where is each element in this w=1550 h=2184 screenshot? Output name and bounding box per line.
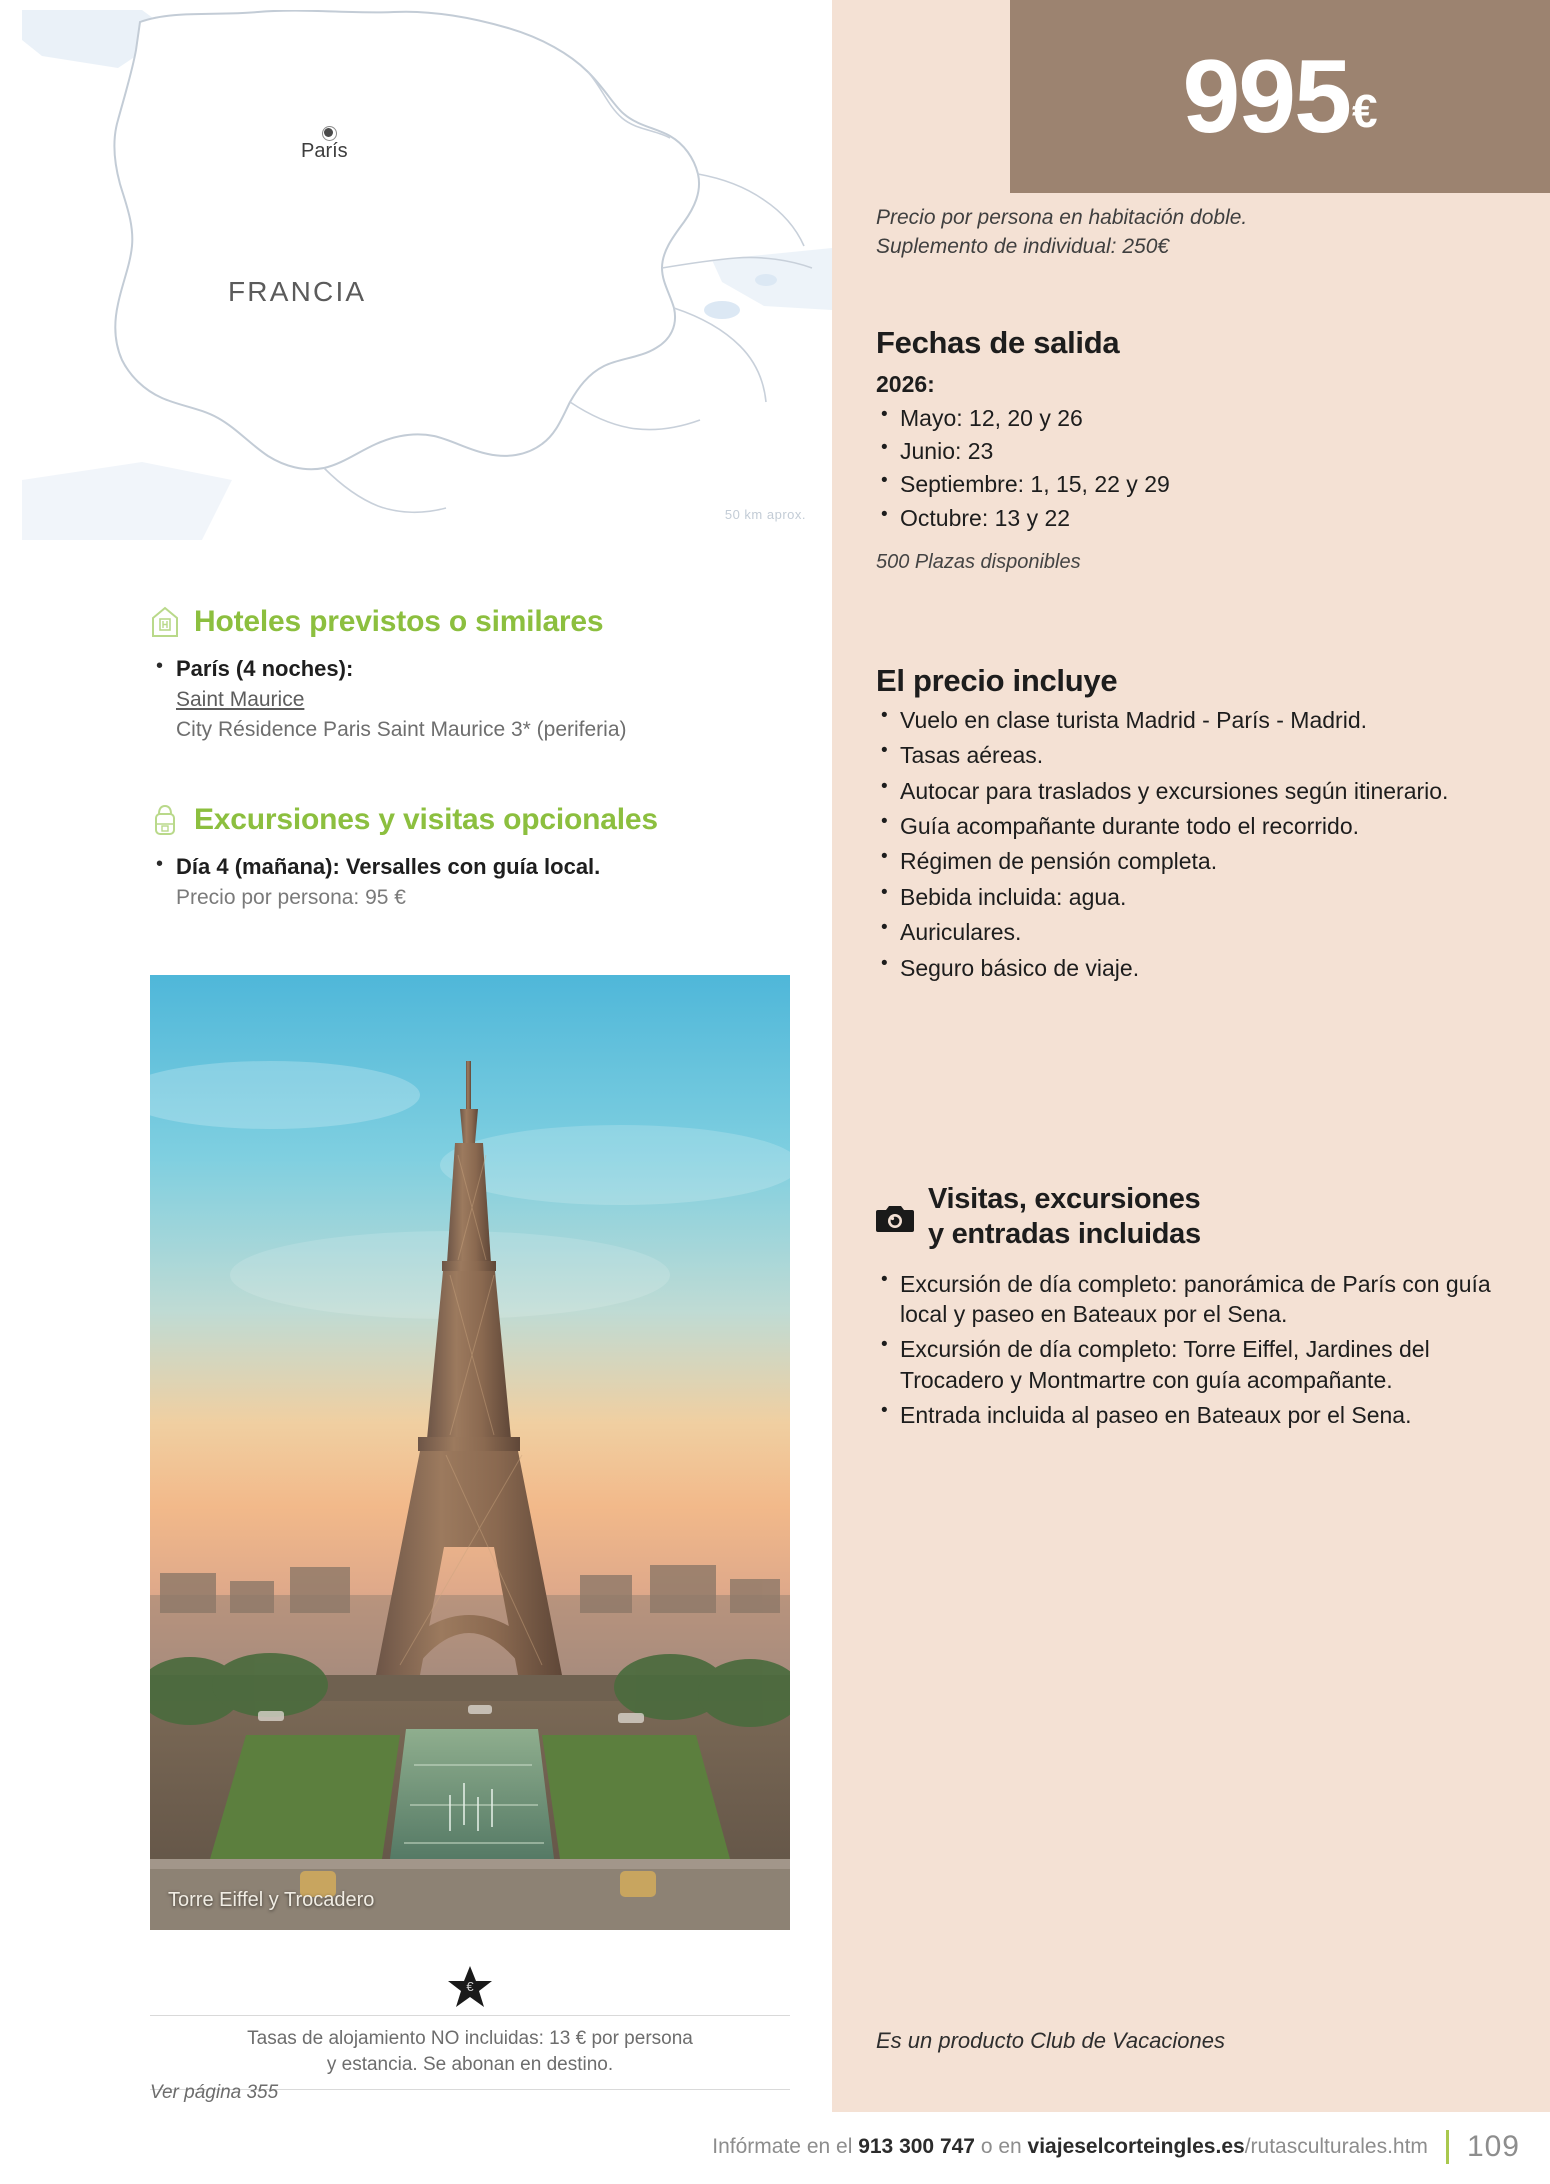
departures-list — [876, 402, 1496, 535]
hotels-heading-row — [150, 605, 790, 639]
list-item — [150, 851, 790, 913]
hotels-section — [150, 605, 790, 748]
available-seats: 500 Plazas disponibles — [876, 550, 1081, 573]
photo-caption: Torre Eiffel y Trocadero — [168, 1889, 375, 1911]
france-map — [22, 10, 832, 540]
price-banner — [1010, 0, 1550, 193]
list-item: • Autocar para traslados y excursiones según itinerario. — [876, 776, 1496, 806]
hotel-area-link[interactable]: Saint Maurice — [176, 687, 305, 711]
list-item: • Entrada incluida al paseo en Bateaux por el Sena. — [876, 1400, 1496, 1430]
footer-site[interactable]: viajeselcorteingles.es — [1027, 2135, 1245, 2158]
page-footer — [0, 2112, 1550, 2184]
footer-phone[interactable]: 913 300 747 — [858, 2135, 975, 2158]
excursions-heading-row — [150, 803, 790, 837]
tax-note-line2: y estancia. Se abonan en destino. — [326, 2053, 614, 2075]
star-euro-icon — [447, 1965, 493, 2009]
hotel-city-nights: París (4 noches): — [176, 656, 354, 681]
hotels-heading: Hoteles previstos o similares — [194, 605, 604, 638]
visits-list — [876, 1269, 1496, 1431]
footer-inner — [712, 2130, 1520, 2164]
see-page-link[interactable]: Ver página 355 — [150, 2082, 279, 2103]
right-panel — [832, 0, 1550, 2112]
map-city-label: París — [301, 140, 348, 162]
includes-heading: El precio incluye — [876, 663, 1118, 698]
hotels-list — [150, 653, 790, 746]
departures-heading: Fechas de salida — [876, 325, 1120, 360]
list-item: • Tasas aéreas. — [876, 740, 1496, 770]
departure-dates-section — [876, 325, 1496, 574]
footer-path[interactable]: /rutasculturales.htm — [1244, 2135, 1428, 2158]
map-country-label: FRANCIA — [228, 276, 367, 307]
visits-heading-row — [876, 1182, 1496, 1259]
departures-year: 2026: — [876, 371, 935, 397]
list-item: • Bebida incluida: agua. — [876, 882, 1496, 912]
eiffel-tower-photo — [150, 975, 790, 1930]
footer-prefix: Infórmate en el — [712, 2135, 859, 2158]
camera-icon — [876, 1202, 914, 1234]
visits-heading-line2: y entradas incluidas — [928, 1218, 1201, 1251]
hotel-building-icon — [150, 605, 180, 639]
includes-list — [876, 705, 1496, 983]
product-provider-line: Es un producto Club de Vacaciones — [876, 2028, 1225, 2053]
price-legal — [876, 203, 1516, 262]
price-includes-section — [876, 663, 1496, 988]
svg-text:€: € — [466, 1979, 474, 1994]
backpack-icon — [150, 803, 180, 837]
list-item: • Septiembre: 1, 15, 22 y 29 — [876, 468, 1496, 501]
price-currency: € — [1351, 84, 1378, 137]
excursions-heading: Excursiones y visitas opcionales — [194, 803, 658, 836]
footer-contact-text — [712, 2135, 1428, 2159]
visits-heading — [928, 1182, 1201, 1253]
price-legal-line2: Suplemento de individual: 250€ — [876, 235, 1170, 259]
list-item: • Excursión de día completo: Torre Eiffel, Jardines del Trocadero y Montmartre con guía acompañante. — [876, 1334, 1496, 1395]
list-item — [150, 653, 790, 746]
map-scale-label: 50 km aprox. — [724, 507, 806, 522]
list-item: • Junio: 23 — [876, 435, 1496, 468]
hotel-name: City Résidence Paris Saint Maurice 3* (periferia) — [176, 718, 627, 742]
list-item: • Excursión de día completo: panorámica de París con guía local y paseo en Bateaux por el Sena. — [876, 1269, 1496, 1330]
photo-illustration — [150, 975, 790, 1930]
paris-map-marker — [324, 128, 333, 137]
visits-heading-line1: Visitas, excursiones — [928, 1183, 1201, 1215]
optional-excursions-section — [150, 803, 790, 915]
price-legal-line1: Precio por persona en habitación doble. — [876, 206, 1248, 229]
list-item: • Seguro básico de viaje. — [876, 953, 1496, 983]
note-box — [150, 2015, 790, 2090]
map-outline-svg — [22, 10, 832, 540]
page-number: 109 — [1466, 2130, 1520, 2163]
list-item: • Auriculares. — [876, 917, 1496, 947]
list-item: • Mayo: 12, 20 y 26 — [876, 402, 1496, 435]
included-visits-section — [876, 1182, 1496, 1436]
tax-note-line1: Tasas de alojamiento NO incluidas: 13 € por persona — [247, 2028, 693, 2049]
optional-excursions-list — [150, 851, 790, 913]
list-item: • Régimen de pensión completa. — [876, 846, 1496, 876]
excursion-price: Precio por persona: 95 € — [176, 885, 406, 909]
footer-divider — [1446, 2130, 1449, 2164]
list-item: • Octubre: 13 y 22 — [876, 502, 1496, 535]
excursion-title: Día 4 (mañana): Versalles con guía local. — [176, 854, 601, 879]
list-item: • Guía acompañante durante todo el recorrido. — [876, 811, 1496, 841]
price-amount: 995 — [1182, 38, 1350, 155]
footer-middle: o en — [975, 2135, 1028, 2158]
list-item: • Vuelo en clase turista Madrid - París - Madrid. — [876, 705, 1496, 735]
lodging-tax-note — [150, 1965, 790, 2090]
